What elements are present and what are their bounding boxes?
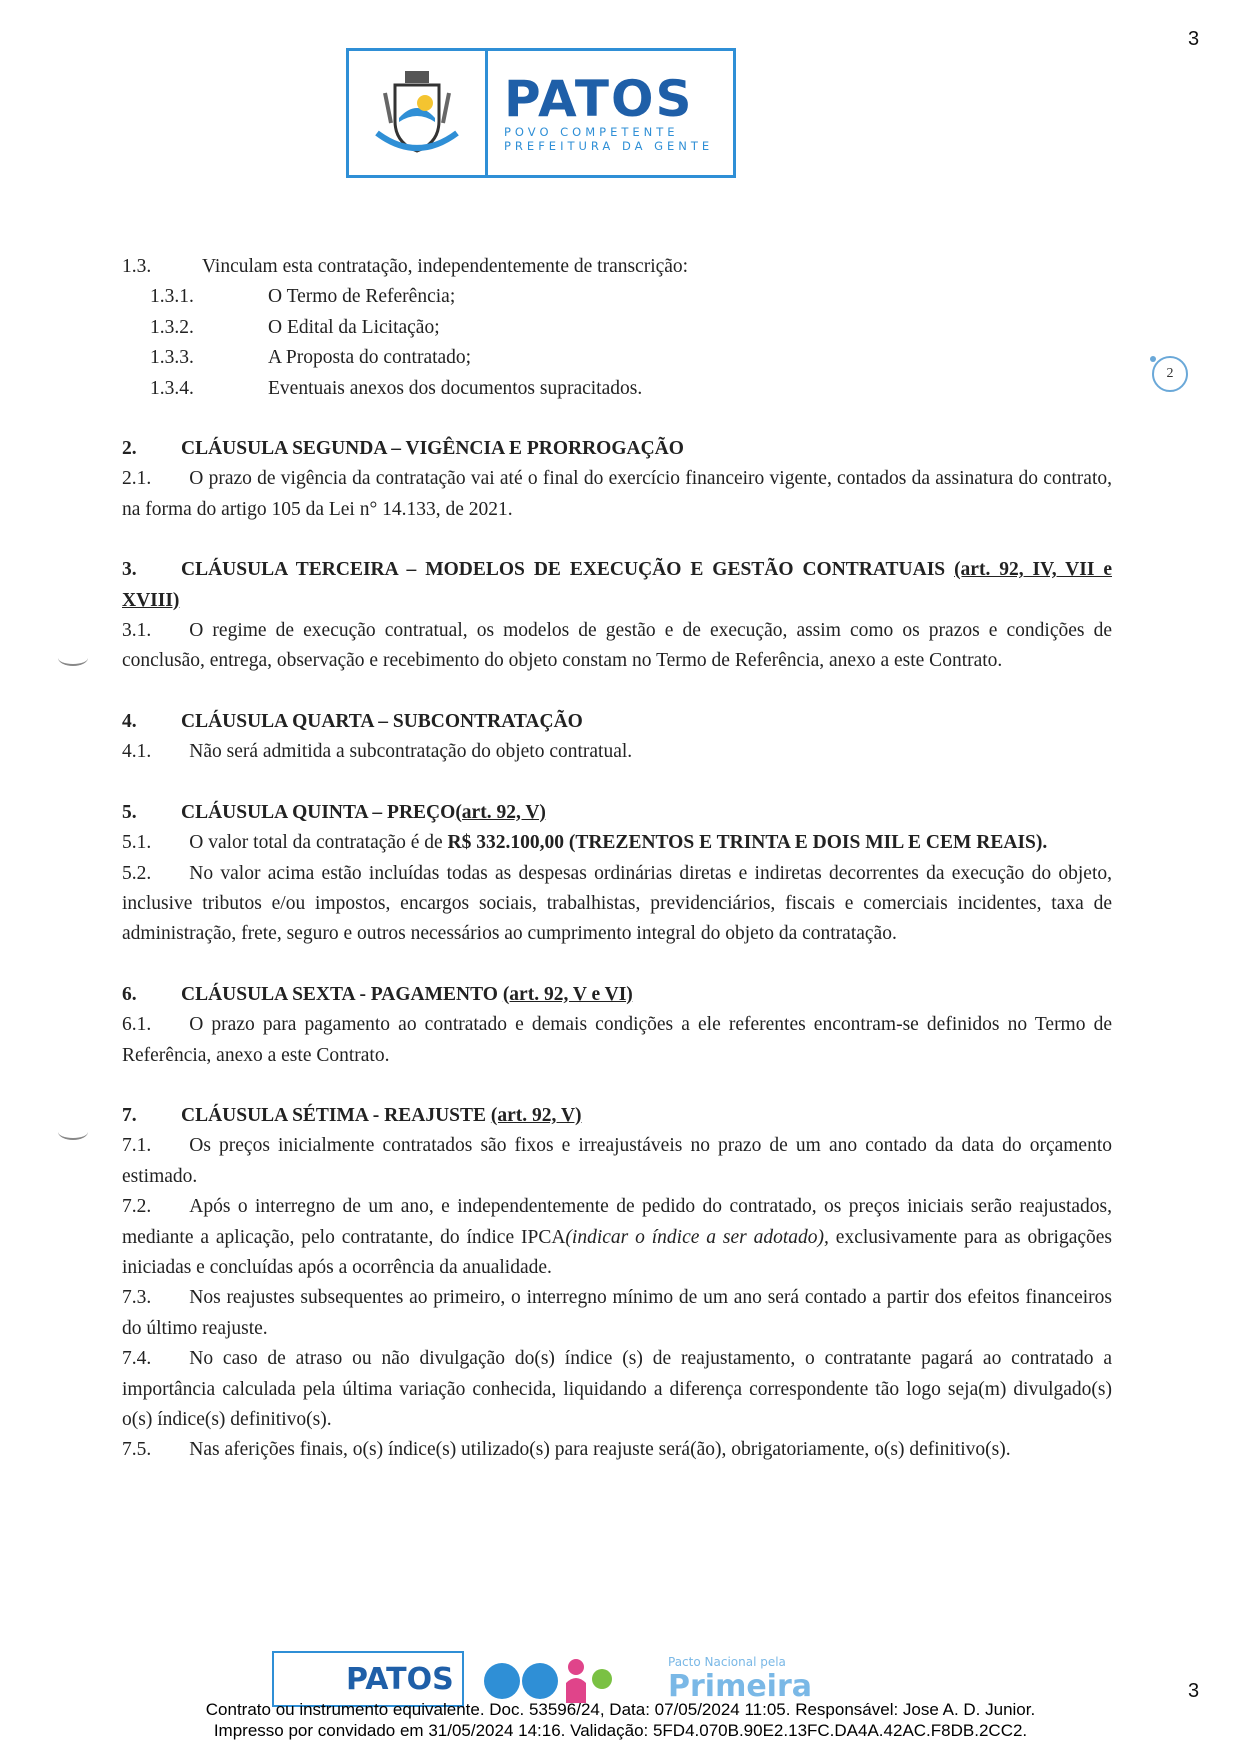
paragraph-text: O prazo de vigência da contratação vai até o final do exercício financeiro vigente, contados da assinatura do contrato, na forma do artigo 105 da Lei n° 14.133, de 2021.	[122, 468, 1112, 520]
paragraph-7-2	[122, 1192, 1112, 1283]
clause-number: 4.	[122, 710, 137, 732]
pacto-small-text: Pacto Nacional pela	[668, 1654, 786, 1669]
paragraph-number: 4.1.	[122, 741, 152, 763]
paragraph-text: exclusivamente para as obrigações iniciadas e concluídas após a ocorrência da anualidade.	[122, 1226, 1112, 1278]
clause-number: 3.	[122, 559, 137, 581]
paragraph-number: 7.4.	[122, 1348, 152, 1370]
city-crest	[349, 51, 488, 175]
tagline-1: POVO COMPETENTE	[504, 125, 679, 139]
document-body	[122, 252, 1112, 1466]
clause-5-heading	[122, 798, 1112, 828]
validation-footer	[0, 1699, 1241, 1741]
pacto-big-text: Primeira	[668, 1668, 812, 1704]
paragraph-text: O regime de execução contratual, os modelos de gestão e de execução, assim como os prazos e condições de conclusão, entrega, observação e recebimento do objeto constam no Termo de Referência, anexo a este Contrato.	[122, 620, 1112, 672]
clause-reference: (art. 92, V e VI)	[502, 983, 633, 1005]
paragraph-number: 2.1.	[122, 468, 152, 490]
paragraph-text: Não será admitida a subcontratação do objeto contratual.	[189, 741, 633, 763]
clause-6-heading	[122, 980, 1112, 1010]
crest-icon	[367, 63, 467, 163]
paragraph-text: Nas aferições finais, o(s) índice(s) utilizado(s) para reajuste será(ão), obrigatoriamente, o(s) definitivo(s).	[189, 1439, 1011, 1461]
paragraph-5-2	[122, 859, 1112, 950]
tagline-2: PREFEITURA DA GENTE	[504, 139, 714, 153]
paragraph-number: 7.1.	[122, 1135, 152, 1157]
paragraph-number: 3.1.	[122, 620, 152, 642]
badge-dot	[1150, 356, 1156, 362]
paragraph-6-1	[122, 1010, 1112, 1071]
clause-title: CLÁUSULA SÉTIMA - REAJUSTE	[181, 1104, 487, 1126]
paragraph-number: 7.2.	[122, 1196, 152, 1218]
paragraph-text: O valor total da contratação é de	[189, 832, 448, 854]
clause-title: CLÁUSULA QUINTA – PREÇO	[181, 801, 456, 823]
clause-7-heading	[122, 1101, 1112, 1131]
clause-number: 2.	[122, 438, 137, 460]
footer-line-2: Impresso por convidado em 31/05/2024 14:16. Validação: 5FD4.070B.90E2.13FC.DA4A.42AC.F8DB.2CC2.	[213, 1721, 1028, 1740]
paragraph-text: Nos reajustes subsequentes ao primeiro, o interregno mínimo de um ano será contado a partir dos efeitos financeiros do último reajuste.	[122, 1287, 1112, 1339]
paragraph-italic-note: (indicar o índice a ser adotado),	[565, 1226, 829, 1248]
clause-reference: (art. 92, V)	[455, 801, 546, 823]
paragraph-number: 5.2.	[122, 862, 152, 884]
footer-pacto-logo	[632, 1655, 812, 1704]
clause-number: 5.	[122, 801, 137, 823]
paragraph-4-1	[122, 737, 1112, 767]
list-item	[122, 313, 1112, 343]
paragraph-number: 7.3.	[122, 1287, 152, 1309]
section-number: 1.3.	[122, 256, 152, 277]
clause-title: CLÁUSULA QUARTA – SUBCONTRATAÇÃO	[181, 710, 583, 732]
item-number: 1.3.3.	[150, 347, 194, 369]
clause-reference: (art. 92, V)	[490, 1104, 582, 1126]
page-badge: 2	[1152, 356, 1188, 392]
paragraph-number: 5.1.	[122, 832, 152, 854]
list-item	[122, 282, 1112, 312]
paragraph-7-3	[122, 1283, 1112, 1344]
item-text: O Edital da Licitação;	[268, 316, 440, 338]
list-item	[122, 343, 1112, 373]
item-text: A Proposta do contratado;	[268, 347, 472, 369]
paragraph-7-1	[122, 1131, 1112, 1192]
brand-name: PATOS	[504, 70, 694, 128]
item-text: O Termo de Referência;	[268, 286, 456, 308]
paragraph-text: O prazo para pagamento ao contratado e demais condições a ele referentes encontram-se definidos no Termo de Referência, anexo a este Contrato.	[122, 1014, 1112, 1066]
item-number: 1.3.2.	[150, 316, 194, 338]
paragraph-7-4	[122, 1344, 1112, 1435]
list-item	[122, 374, 1112, 404]
punch-hole-mark	[58, 650, 88, 666]
clause-title: CLÁUSULA SEGUNDA – VIGÊNCIA E PRORROGAÇÃO	[181, 438, 684, 460]
clause-number: 7.	[122, 1104, 137, 1126]
item-number: 1.3.4.	[150, 377, 194, 399]
footer-program-logo	[478, 1653, 618, 1705]
section-text: Vinculam esta contratação, independentemente de transcrição:	[202, 256, 689, 277]
paragraph-7-5	[122, 1435, 1112, 1465]
footer-line-1: Contrato ou instrumento equivalente. Doc. 53596/24, Data: 07/05/2024 11:05. Responsável: Jose A. D. Junior.	[205, 1700, 1036, 1719]
paragraph-5-1	[122, 828, 1112, 858]
paragraph-3-1	[122, 616, 1112, 677]
punch-hole-mark	[58, 1124, 88, 1140]
clause-reference: (art. 92, IV, VII e XVIII)	[122, 559, 1112, 611]
section-1-3	[122, 252, 1112, 282]
item-text: Eventuais anexos dos documentos supracitados.	[268, 377, 643, 399]
header-logo	[346, 48, 736, 178]
clause-title: CLÁUSULA SEXTA - PAGAMENTO	[181, 983, 498, 1005]
paragraph-text: No caso de atraso ou não divulgação do(s) índice (s) de reajustamento, o contratante pagará ao contratado a importância calculada pela última variação conhecida, liquidando a diferença correspondente tão logo seja(m) divulgado(s) o(s) índice(s) definitivo(s).	[122, 1348, 1112, 1430]
clause-4-heading	[122, 707, 1112, 737]
paragraph-number: 6.1.	[122, 1014, 152, 1036]
paragraph-2-1	[122, 464, 1112, 525]
clause-2-heading	[122, 434, 1112, 464]
page-number-bottom: 3	[1188, 1680, 1200, 1702]
clause-title: CLÁUSULA TERCEIRA – MODELOS DE EXECUÇÃO E GESTÃO CONTRATUAIS	[181, 559, 946, 581]
clause-number: 6.	[122, 983, 137, 1005]
footer-brand: PATOS	[346, 1661, 454, 1697]
clause-3-heading	[122, 555, 1112, 616]
paragraph-text: No valor acima estão incluídas todas as despesas ordinárias diretas e indiretas decorrentes da execução do objeto, inclusive tributos e/ou impostos, encargos sociais, trabalhistas, previdenciários, fiscais e comerciais incidentes, taxa de administração, frete, seguro e outros necessários ao cumprimento integral do objeto da contratação.	[122, 862, 1112, 945]
page-number-top: 3	[1188, 28, 1200, 50]
item-number: 1.3.1.	[150, 286, 194, 308]
program-icon	[478, 1653, 618, 1705]
paragraph-text: Após o interregno de um ano, e independentemente de pedido do contratado, os preços iniciais serão reajustados, mediante a aplicação, pelo contratante, do índice IPCA	[122, 1196, 1112, 1248]
paragraph-text: Os preços inicialmente contratados são fixos e irreajustáveis no prazo de um ano contado da data do orçamento estimado.	[122, 1135, 1112, 1187]
paragraph-number: 7.5.	[122, 1439, 152, 1461]
contract-value: R$ 332.100,00 (TREZENTOS E TRINTA E DOIS MIL E CEM REAIS).	[447, 832, 1048, 854]
